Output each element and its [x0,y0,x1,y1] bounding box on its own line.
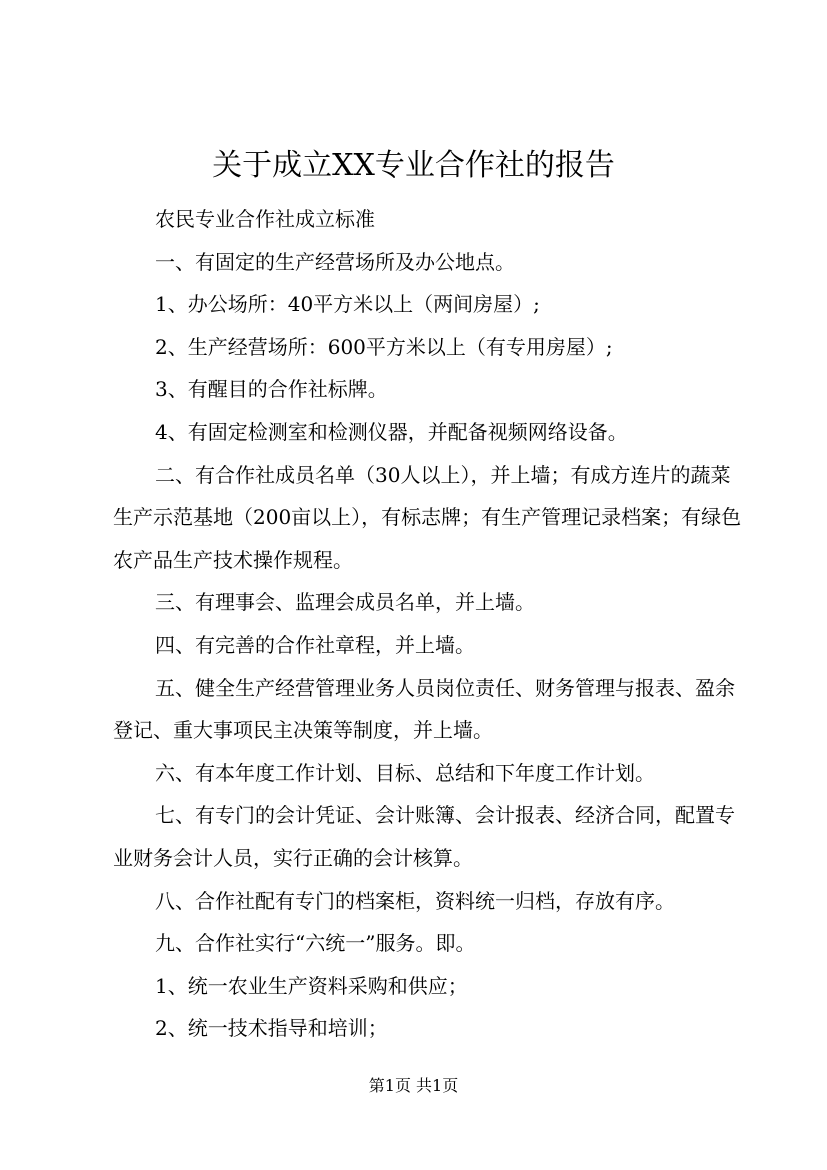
paragraph: 九、合作社实行“六统一”服务。即。 [155,931,476,956]
document-title: 关于成立XX专业合作社的报告 [212,148,615,183]
paragraph: 二、有合作社成员名单（30人以上），并上墙；有成方连片的蔬菜生产示范基地（200亩以上），有标志牌；有生产管理记录档案；有绿色农产品生产技术操作规程。 [113,462,742,572]
document-body [113,198,743,1050]
paragraph: 四、有完善的合作社章程，并上墙。 [155,632,475,657]
paragraph: 2、生产经营场所：600平方米以上（有专用房屋）; [155,334,613,359]
paragraph: 4、有固定检测室和检测仪器，并配备视频网络设备。 [155,419,628,444]
paragraph: 农民专业合作社成立标准 [155,207,375,231]
paragraph: 2、统一技术指导和培训； [155,1016,388,1041]
page-footer: 第1页 共1页 [368,1076,459,1095]
paragraph: 五、健全生产经营管理业务人员岗位责任、财务管理与报表、盈余登记、重大事项民主决策等制度，并上墙。 [113,675,735,743]
paragraph: 八、合作社配有专门的档案柜，资料统一归档，存放有序。 [155,888,675,913]
paragraph: 1、统一农业生产资料采购和供应； [155,973,468,998]
paragraph: 一、有固定的生产经营场所及办公地点。 [155,249,515,274]
paragraph: 1、办公场所：40平方米以上（两间房屋）; [155,292,540,317]
paragraph: 七、有专门的会计凭证、会计账簿、会计报表、经济合同，配置专业财务会计人员，实行正确的会计核算。 [113,803,735,870]
paragraph: 六、有本年度工作计划、目标、总结和下年度工作计划。 [155,760,655,785]
paragraph: 三、有理事会、监理会成员名单，并上墙。 [155,590,535,615]
paragraph: 3、有醒目的合作社标牌。 [155,377,388,402]
